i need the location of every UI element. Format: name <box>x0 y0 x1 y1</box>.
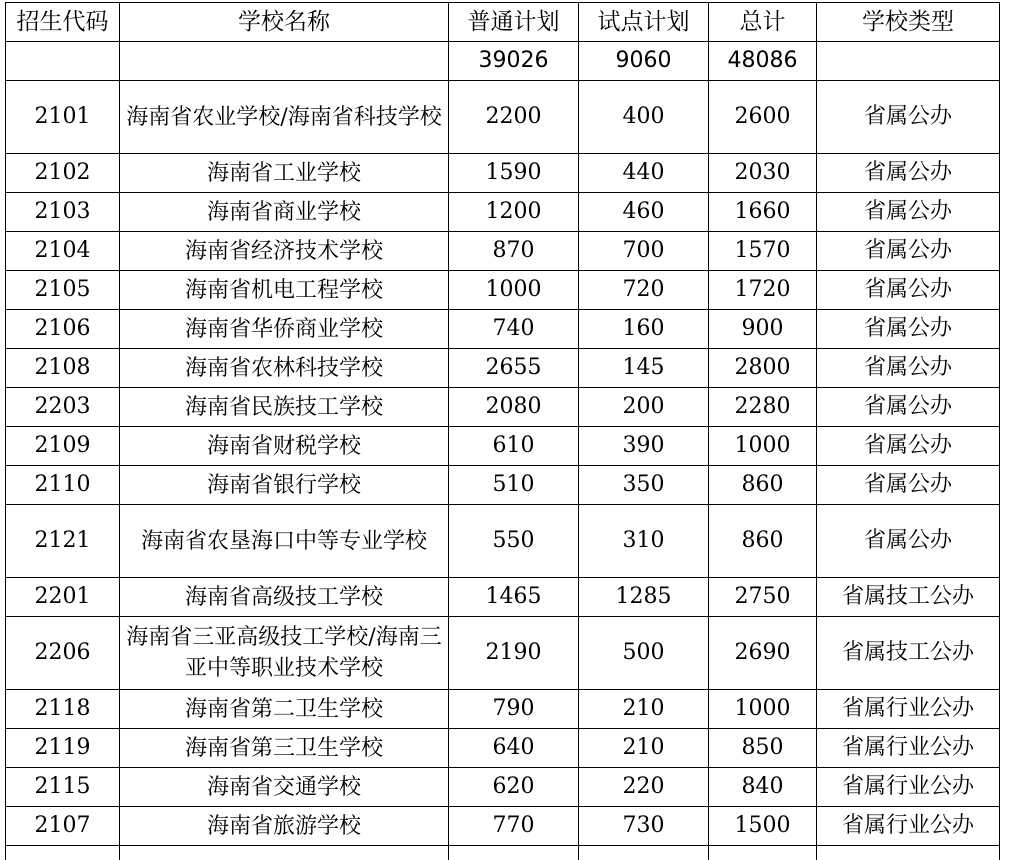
cell-code: 2115 <box>6 768 120 807</box>
cell-code: 2108 <box>6 349 120 388</box>
enrollment-plan-table <box>5 2 1000 860</box>
cell-code: 2109 <box>6 427 120 466</box>
cell-code: 2104 <box>6 232 120 271</box>
cell-regular: 640 <box>449 729 579 768</box>
cell-name: 海南省商业学校 <box>120 193 449 232</box>
cell-pilot: 730 <box>579 807 709 846</box>
cell-regular: 1590 <box>449 154 579 193</box>
table-row <box>6 349 1000 388</box>
cell-total: 1720 <box>709 271 817 310</box>
cell-name: 海南省财税学校 <box>120 427 449 466</box>
cell-name: 海南省民族技工学校 <box>120 388 449 427</box>
cell-total: 2750 <box>709 578 817 617</box>
cell-code: 2203 <box>6 388 120 427</box>
cell-name: 海南省经济技术学校 <box>120 232 449 271</box>
table-row <box>6 768 1000 807</box>
header-row <box>6 3 1000 42</box>
table-row <box>6 154 1000 193</box>
cell-regular: 1000 <box>449 271 579 310</box>
cell-code: 2103 <box>6 193 120 232</box>
table-row-partial <box>6 846 1000 860</box>
cell-pilot: 400 <box>579 81 709 154</box>
cell-pilot: 1285 <box>579 578 709 617</box>
cell-total: 2030 <box>709 154 817 193</box>
totals-name <box>120 42 449 81</box>
cell-regular: 1200 <box>449 193 579 232</box>
cell-type: 省属公办 <box>817 271 1000 310</box>
cell-pilot: 390 <box>579 427 709 466</box>
cell-total: 2600 <box>709 81 817 154</box>
cell-type: 省属公办 <box>817 154 1000 193</box>
cell-pilot: 145 <box>579 349 709 388</box>
table-row <box>6 81 1000 154</box>
table-row <box>6 505 1000 578</box>
cell-name: 海南省机电工程学校 <box>120 271 449 310</box>
table-row <box>6 193 1000 232</box>
cell-pilot: 350 <box>579 466 709 505</box>
cell-regular: 2190 <box>449 617 579 690</box>
cell-total: 860 <box>709 466 817 505</box>
cell-type: 省属技工公办 <box>817 578 1000 617</box>
cell-regular: 1465 <box>449 578 579 617</box>
cell-name: 海南省第三卫生学校 <box>120 729 449 768</box>
cell-code: 2206 <box>6 617 120 690</box>
cell-name: 海南省交通学校 <box>120 768 449 807</box>
cell-name: 海南省农垦海口中等专业学校 <box>120 505 449 578</box>
cell-type: 省属公办 <box>817 505 1000 578</box>
totals-total: 48086 <box>709 42 817 81</box>
table-row <box>6 807 1000 846</box>
cell-type: 省属公办 <box>817 310 1000 349</box>
cell-pilot: 160 <box>579 310 709 349</box>
table-row <box>6 617 1000 690</box>
cell-regular: 2080 <box>449 388 579 427</box>
header-type: 学校类型 <box>817 3 1000 42</box>
header-total: 总计 <box>709 3 817 42</box>
cell-type: 省属公办 <box>817 388 1000 427</box>
cell-name: 海南省三亚高级技工学校/海南三亚中等职业技术学校 <box>120 617 449 690</box>
cell-type: 省属公办 <box>817 193 1000 232</box>
totals-code <box>6 42 120 81</box>
table-row <box>6 690 1000 729</box>
cell-pilot: 310 <box>579 505 709 578</box>
cell-total: 1000 <box>709 690 817 729</box>
cell-name: 海南省农林科技学校 <box>120 349 449 388</box>
cell-regular: 510 <box>449 466 579 505</box>
cell-code: 2201 <box>6 578 120 617</box>
cell-regular: 870 <box>449 232 579 271</box>
cell-regular: 740 <box>449 310 579 349</box>
cell-pilot: 500 <box>579 617 709 690</box>
cell-total: 1660 <box>709 193 817 232</box>
table-row <box>6 388 1000 427</box>
cell-pilot: 210 <box>579 690 709 729</box>
cell-type: 省属技工公办 <box>817 617 1000 690</box>
cell-code: 2106 <box>6 310 120 349</box>
cell-type: 省属公办 <box>817 81 1000 154</box>
totals-regular: 39026 <box>449 42 579 81</box>
cell-code: 2102 <box>6 154 120 193</box>
cell-pilot: 210 <box>579 729 709 768</box>
cell-name: 海南省银行学校 <box>120 466 449 505</box>
cell-type: 省属公办 <box>817 466 1000 505</box>
cell-code: 2107 <box>6 807 120 846</box>
cell-regular: 2655 <box>449 349 579 388</box>
cell-total: 900 <box>709 310 817 349</box>
header-code: 招生代码 <box>6 3 120 42</box>
cell-total: 2690 <box>709 617 817 690</box>
cell-code: 2119 <box>6 729 120 768</box>
table-row <box>6 578 1000 617</box>
table-row <box>6 232 1000 271</box>
cell-total: 2280 <box>709 388 817 427</box>
cell-name: 海南省第二卫生学校 <box>120 690 449 729</box>
header-pilot: 试点计划 <box>579 3 709 42</box>
cell-total: 840 <box>709 768 817 807</box>
cell-total: 2800 <box>709 349 817 388</box>
cell-total: 1500 <box>709 807 817 846</box>
cell-regular: 2200 <box>449 81 579 154</box>
header-name: 学校名称 <box>120 3 449 42</box>
cell-name: 海南省高级技工学校 <box>120 578 449 617</box>
cell-type: 省属行业公办 <box>817 690 1000 729</box>
table-row <box>6 310 1000 349</box>
cell-regular: 550 <box>449 505 579 578</box>
cell-type: 省属公办 <box>817 232 1000 271</box>
cell-type: 省属公办 <box>817 349 1000 388</box>
totals-row <box>6 42 1000 81</box>
header-regular: 普通计划 <box>449 3 579 42</box>
table-row <box>6 466 1000 505</box>
cell-code: 2110 <box>6 466 120 505</box>
table-row <box>6 427 1000 466</box>
cell-type: 省属行业公办 <box>817 768 1000 807</box>
table-row <box>6 271 1000 310</box>
cell-name: 海南省农业学校/海南省科技学校 <box>120 81 449 154</box>
table-row <box>6 729 1000 768</box>
cell-name: 海南省旅游学校 <box>120 807 449 846</box>
cell-code: 2121 <box>6 505 120 578</box>
cell-total: 1570 <box>709 232 817 271</box>
totals-pilot: 9060 <box>579 42 709 81</box>
cell-regular: 610 <box>449 427 579 466</box>
cell-type: 省属公办 <box>817 427 1000 466</box>
cell-code: 2105 <box>6 271 120 310</box>
cell-type: 省属行业公办 <box>817 807 1000 846</box>
cell-pilot: 200 <box>579 388 709 427</box>
cell-code: 2101 <box>6 81 120 154</box>
cell-regular: 790 <box>449 690 579 729</box>
cell-pilot: 440 <box>579 154 709 193</box>
cell-total: 850 <box>709 729 817 768</box>
totals-type <box>817 42 1000 81</box>
cell-regular: 620 <box>449 768 579 807</box>
cell-name: 海南省华侨商业学校 <box>120 310 449 349</box>
cell-pilot: 700 <box>579 232 709 271</box>
cell-pilot: 220 <box>579 768 709 807</box>
cell-type: 省属行业公办 <box>817 729 1000 768</box>
cell-pilot: 460 <box>579 193 709 232</box>
cell-name: 海南省工业学校 <box>120 154 449 193</box>
cell-total: 1000 <box>709 427 817 466</box>
cell-total: 860 <box>709 505 817 578</box>
cell-regular: 770 <box>449 807 579 846</box>
cell-pilot: 720 <box>579 271 709 310</box>
cell-code: 2118 <box>6 690 120 729</box>
